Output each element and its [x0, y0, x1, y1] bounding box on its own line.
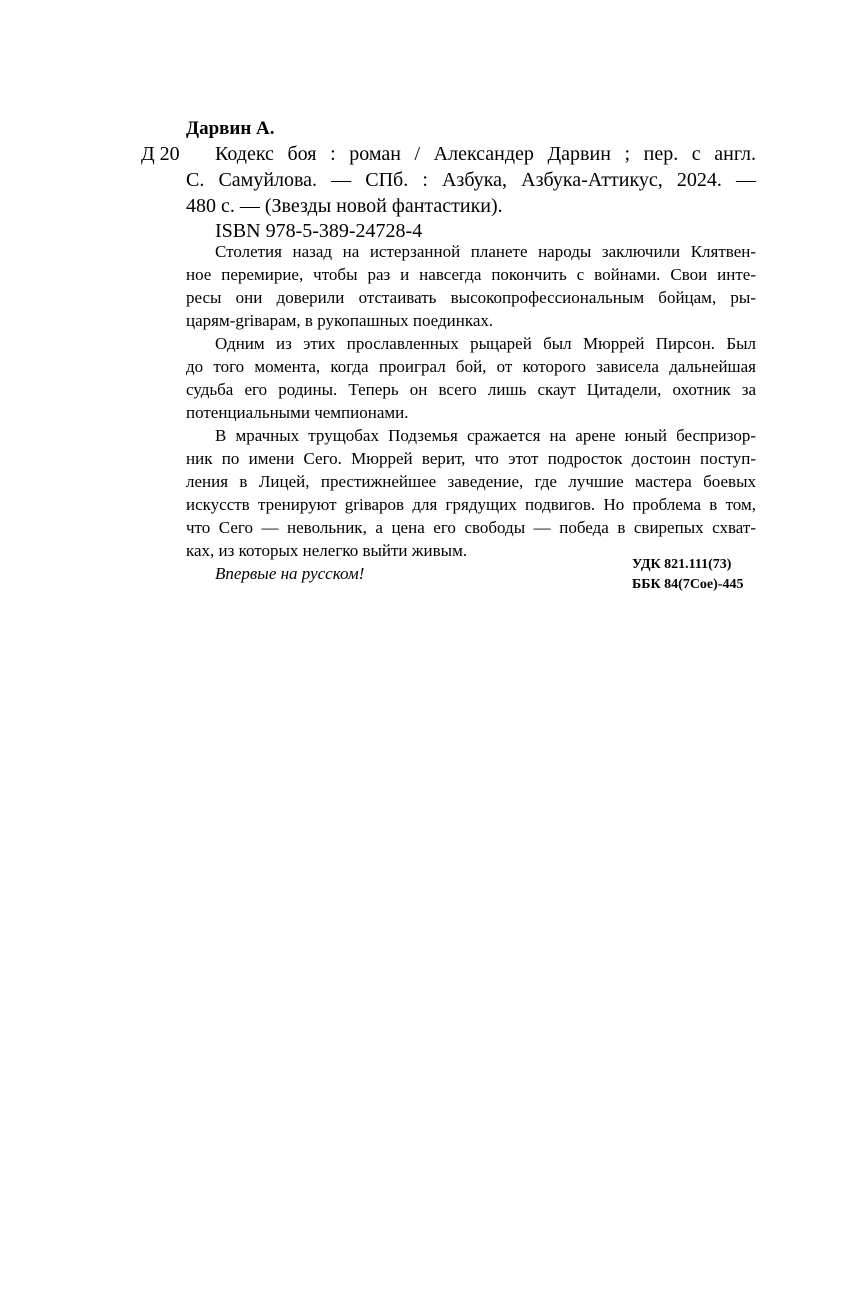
biblio-line: С. Самуйлова. — СПб. : Азбука, Азбука-Аттикус, 2024. — [186, 169, 756, 191]
udk-code: УДК 821.111(73) [632, 557, 732, 572]
biblio-line: 480 с. — (Звезды новой фантастики). [186, 195, 503, 217]
annotation [186, 240, 756, 585]
annotation-line: В мрачных трущобах Подземья сражается на арене юный беспризор- [215, 426, 756, 445]
annotation-line: Столетия назад на истерзанной планете народы заключили Клятвен- [215, 242, 756, 261]
annotation-line: ресы они доверили отстаивать высокопрофессиональным бойцам, ры- [186, 288, 756, 307]
tagline: Впервые на русском! [215, 564, 365, 583]
annotation-line: искусств тренируют griваров для грядущих подвигов. Но проблема в том, [186, 495, 756, 514]
annotation-line: судьба его родины. Теперь он всего лишь скаут Цитадели, охотник за [186, 380, 756, 399]
annotation-line: что Сего — невольник, а цена его свободы — победа в свирепых схват- [186, 518, 756, 537]
annotation-line: Одним из этих прославленных рыцарей был Мюррей Пирсон. Был [215, 334, 756, 353]
author-mark: Д 20 [141, 143, 180, 165]
classification-codes [632, 555, 743, 595]
annotation-line: ник по имени Сего. Мюррей верит, что этот подросток достоин поступ- [186, 449, 756, 468]
author-heading: Дарвин А. [186, 118, 275, 139]
annotation-line: до того момента, когда проиграл бой, от которого зависела дальнейшая [186, 357, 756, 376]
biblio-line: Кодекс боя : роман / Александер Дарвин ; пер. с англ. [215, 143, 756, 165]
bbk-code: ББК 84(7Сое)-445 [632, 577, 744, 592]
annotation-line: царям-griварам, в рукопашных поединках. [186, 311, 494, 330]
annotation-line: потенциальными чемпионами. [186, 403, 409, 422]
annotation-line: ления в Лицей, престижнейшее заведение, где лучшие мастера боевых [186, 472, 756, 491]
annotation-line: ное перемирие, чтобы раз и навсегда покончить с войнами. Свои инте- [186, 265, 756, 284]
bibliographic-description [186, 141, 756, 219]
isbn: ISBN 978-5-389-24728-4 [215, 220, 423, 242]
annotation-line: ках, из которых нелегко выйти живым. [186, 541, 468, 560]
